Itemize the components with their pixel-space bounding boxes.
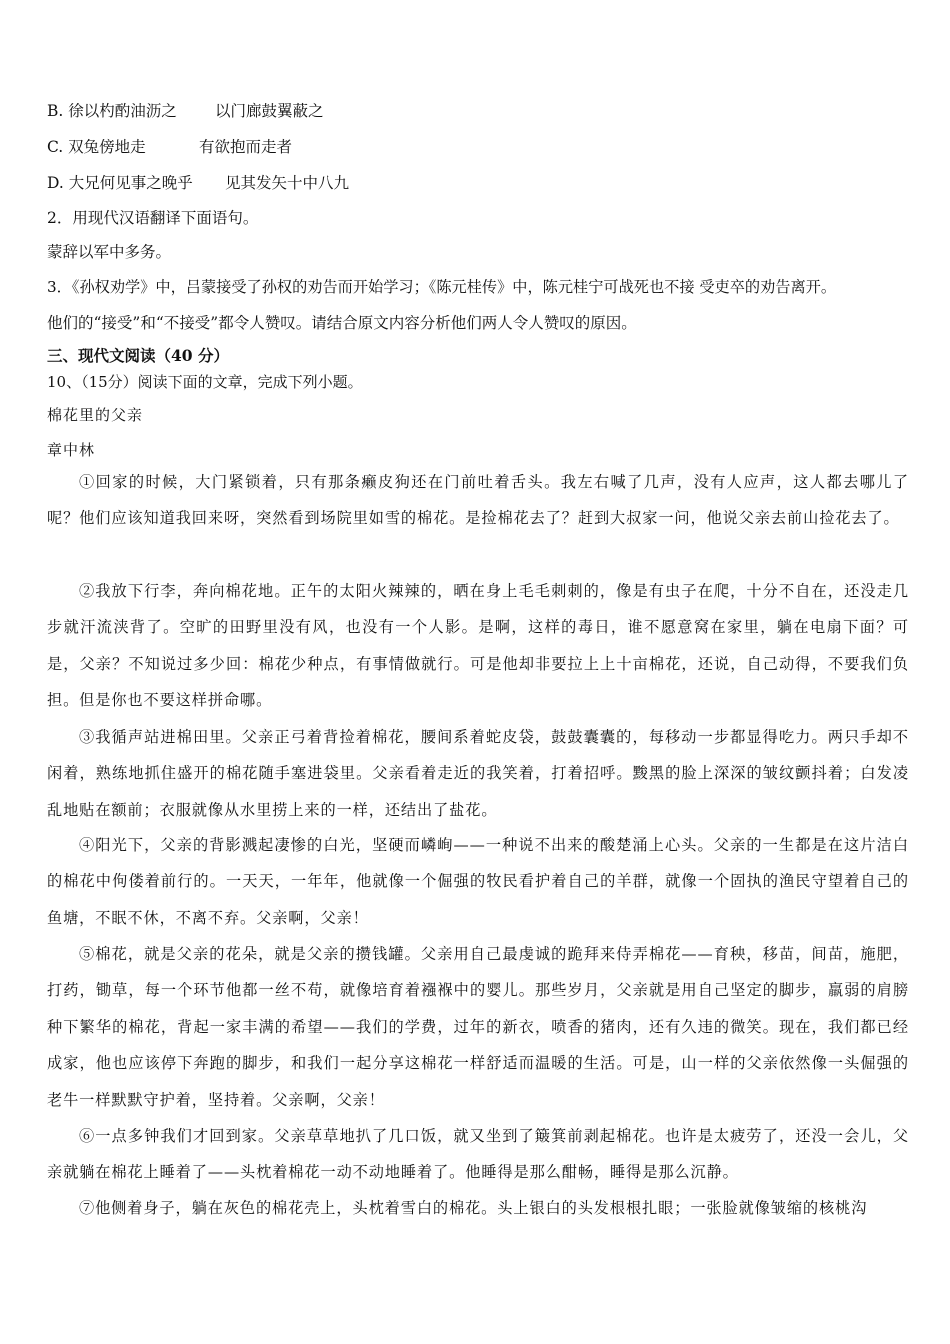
article-title: 棉花里的父亲: [47, 406, 144, 424]
question-2-sentence: 蒙辞以军中多务。: [47, 243, 172, 261]
article-paragraph-7: ⑦他侧着身子，躺在灰色的棉花壳上，头枕着雪白的棉花。头上银白的头发根根扎眼；一张脸就像皱缩的核桃沟: [79, 1199, 868, 1217]
question-10-intro: 10、（15分）阅读下面的文章，完成下列小题。: [47, 373, 363, 391]
option-b: [47, 101, 324, 121]
article-paragraph-4: ④阳光下，父亲的背影溅起凄惨的白光，坚硬而嶙峋——一种说不出来的酸楚涌上心头。父亲的一生都是在这片洁白的棉花中佝偻着前行的。一天天，一年年，他就像一个倔强的牧民看护着自己的羊群，就像一个固执的渔民守望着自己的鱼塘，不眠不休，不离不弃。父亲啊，父亲！: [47, 836, 909, 927]
question-3-line-1: 3．《孙权劝学》中，吕蒙接受了孙权的劝告而开始学习；《陈元桂传》中，陈元桂宁可战死也不接 受吏卒的劝告离开。: [47, 278, 837, 296]
section-title: 三、现代文阅读（40 分）: [47, 346, 229, 365]
question-2-prompt: 2．用现代汉语翻译下面语句。: [47, 209, 259, 227]
option-d-part2: 见其发矢十中八九: [225, 174, 350, 192]
option-b-part2: 以门廊鼓翼蔽之: [215, 102, 324, 120]
article-author: 章中林: [47, 441, 96, 459]
option-c: [47, 137, 292, 157]
article-paragraph-1: ①回家的时候，大门紧锁着，只有那条癞皮狗还在门前吐着舌头。我左右喊了几声，没有人应声，这人都去哪儿了呢？他们应该知道我回来呀，突然看到场院里如雪的棉花。是捡棉花去了？赶到大叔家一问，他说父亲去前山捡花去了。: [47, 473, 909, 528]
article-paragraph-6: ⑥一点多钟我们才回到家。父亲草草地扒了几口饭，就又坐到了簸箕前剥起棉花。也许是太疲劳了，还没一会儿，父亲就躺在棉花上睡着了——头枕着棉花一动不动地睡着了。他睡得是那么酣畅，睡得是那么沉静。: [47, 1127, 909, 1182]
article-paragraph-2: ②我放下行李，奔向棉花地。正午的太阳火辣辣的，晒在身上毛毛刺刺的，像是有虫子在爬，十分不自在，还没走几步就汗流浃背了。空旷的田野里没有风，也没有一个人影。是啊，这样的毒日，谁不愿意窝在家里，躺在电扇下面？可是，父亲？不知说过多少回：棉花少种点，有事情做就行。可是他却非要拉上上十亩棉花，还说，自己动得，不要我们负担。但是你也不要这样拼命哪。: [47, 582, 909, 710]
article-paragraph-5: ⑤棉花，就是父亲的花朵，就是父亲的攒钱罐。父亲用自己最虔诚的跪拜来侍弄棉花——育秧，移苗，间苗，施肥，打药，锄草，每一个环节他都一丝不苟，就像培育着襁褓中的婴儿。那些岁月，父亲就是用自己坚定的脚步，羸弱的肩膀种下繁华的棉花，背起一家丰满的希望——我们的学费，过年的新衣，喷香的猪肉，还有久违的微笑。现在，我们都已经成家，他也应该停下奔跑的脚步，和我们一起分享这棉花一样舒适而温暖的生活。可是，山一样的父亲依然像一头倔强的老牛一样默默守护着，坚持着。父亲啊，父亲！: [47, 945, 909, 1109]
option-d-part1: D. 大兄何见事之晚乎: [47, 174, 193, 192]
option-c-part1: C. 双兔傍地走: [47, 138, 146, 156]
option-c-part2: 有欲抱而走者: [199, 138, 293, 156]
option-d: [47, 173, 349, 193]
article-paragraph-3: ③我循声站进棉田里。父亲正弓着背捡着棉花，腰间系着蛇皮袋，鼓鼓囊囊的，每移动一步都显得吃力。两只手却不闲着，熟练地抓住盛开的棉花随手塞进袋里。父亲看着走近的我笑着，打着招呼。黢黑的脸上深深的皱纹颤抖着；白发凌乱地贴在额前；衣服就像从水里捞上来的一样，还结出了盐花。: [47, 728, 909, 819]
question-3-line-2: 他们的“接受”和“不接受”都令人赞叹。请结合原文内容分析他们两人令人赞叹的原因。: [47, 314, 637, 332]
option-b-part1: B. 徐以杓酌油沥之: [47, 102, 177, 120]
